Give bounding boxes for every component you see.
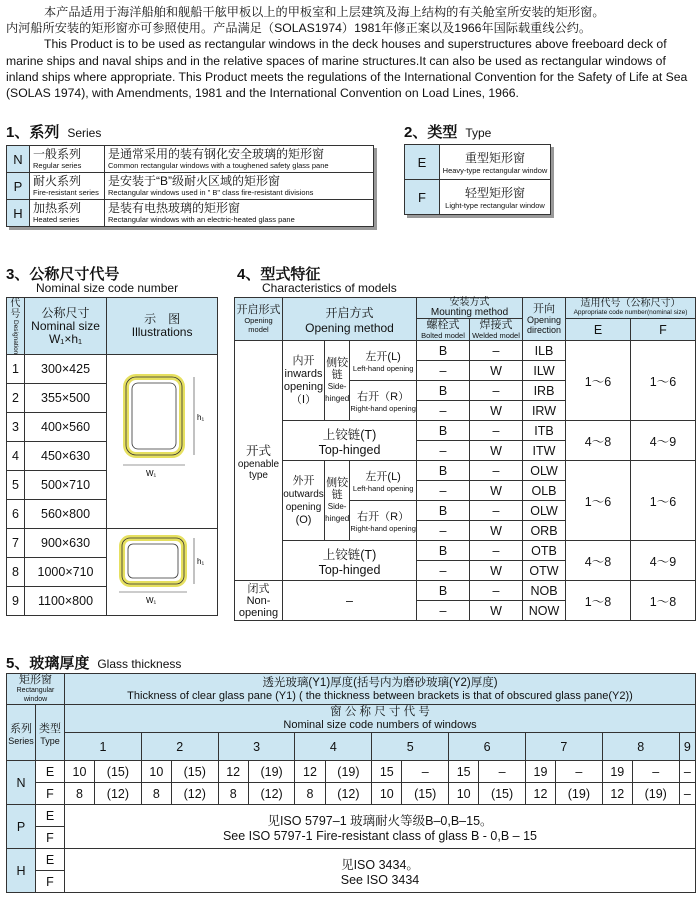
glass-cell: 19 — [602, 761, 632, 783]
glass-cell: (19) — [555, 783, 602, 805]
intro-zh-1: 本产品适用于海洋船舶和舰船干舷甲板以上的甲板室和上层建筑及海上结构的有关舱室所安装的矩形窗。 — [44, 5, 605, 19]
glass-cell: – — [679, 783, 695, 805]
glass-cell: – — [632, 761, 679, 783]
glass-cell: (15) — [95, 761, 142, 783]
series-row-h: H 加热系列 Heated series 是装有电热玻璃的矩形窗 Rectangular windows with an electric-heated glass pane — [7, 200, 374, 227]
glass-cell: 10 — [65, 761, 95, 783]
section-1-title: 1、系列 Series — [6, 124, 102, 141]
glass-cell: 10 — [372, 783, 402, 805]
size-code-9: 9 — [679, 733, 695, 761]
glass-cell: – — [402, 761, 449, 783]
glass-cell: 12 — [602, 783, 632, 805]
glass-cell: 12 — [295, 761, 325, 783]
glass-cell: (19) — [632, 783, 679, 805]
series-row-n: N 一般系列 Regular series 是通常采用的装有钢化安全玻璃的矩形窗 Common rectangular windows with a toughened safety glass pane — [7, 146, 374, 173]
size-code-5: 5 — [372, 733, 449, 761]
glass-cell: (15) — [171, 761, 218, 783]
section-3-subtitle: Nominal size code number — [36, 281, 179, 295]
glass-cell: 12 — [218, 761, 248, 783]
glass-cell: 8 — [218, 783, 248, 805]
landscape-w-label: W₁ — [146, 595, 157, 605]
intro-en: This Product is to be used as rectangular windows in the deck houses and superstructures above freeboard deck of marine ships and naval ships and in the relative spaces of marine structures.It can also be used as rectangular windows of inland ships where appropriate. This Product meets the regulations of the International Convention for the Safety of Life at Sea (SOLAS 1974), with Amendments, 1981 and the International Convention on Load Lines, 1966. — [6, 37, 688, 101]
type-table — [404, 144, 551, 215]
glass-cell: 15 — [449, 761, 479, 783]
size-code-4: 4 — [295, 733, 372, 761]
section-5-title: 5、玻璃厚度 Glass thickness — [6, 655, 182, 672]
intro-text — [6, 4, 696, 101]
glass-cell: 8 — [141, 783, 171, 805]
size-code-6: 6 — [449, 733, 526, 761]
section-4-subtitle: Characteristics of models — [262, 281, 397, 295]
glass-cell: (12) — [95, 783, 142, 805]
size-head-ill: 示 图 Illustrations — [107, 298, 218, 355]
size-code-7: 7 — [525, 733, 602, 761]
landscape-window-drawing — [112, 530, 212, 612]
series-table — [6, 145, 374, 227]
size-code-8: 8 — [602, 733, 679, 761]
series-row-p: P 耐火系列 Fire-resistant series 是安装于“B”级耐火区域的矩形窗 Rectangular windows used in " B" class fire-resistant divisions — [7, 173, 374, 200]
section-2-title: 2、类型 Type — [404, 124, 492, 141]
glass-cell: (19) — [248, 761, 295, 783]
glass-cell: (12) — [171, 783, 218, 805]
glass-cell: (12) — [325, 783, 372, 805]
glass-cell: 15 — [372, 761, 402, 783]
glass-cell: (19) — [325, 761, 372, 783]
section-4-title: 4、型式特征 — [237, 266, 321, 283]
glass-cell: 8 — [295, 783, 325, 805]
glass-cell: 19 — [525, 761, 555, 783]
models-table: 开启形式 Opening model 开启方式 Opening method 安装方式 Mounting method 开向 Opening direction 适用代号（公称尺寸） Appropriate code number(nominal size) 螺栓式 Bolted model 焊接式 Welded model E F 开式 openable type 内开 inwards opening （Ⅰ） 侧铰链 Side-hinged 左开(L) Left-hand opening B – ILB 1～6 1～6 – W ILW 右开（R） Right-hand opening B – IRB – W IRW 上铰链(T) Top-hinged B – ITB 4～8 4～9 – W ITW 外开 outwards opening (O) 侧铰链 Side-hinged 左开(L) Left-hand opening B – OLW 1～6 1～6 – W OLB 右开（R） Right-hand opening B – OLW – W ORB 上铰链(T) Top-hinged B – OTB 4～8 4～9 – W OTW 闭式 Non-opening – B – NOB 1～8 1～8 – W NOW — [234, 297, 696, 621]
glass-cell: (15) — [479, 783, 526, 805]
glass-cell: – — [679, 761, 695, 783]
intro-zh-2: 内河船所安装的矩形窗亦可参照使用。产品满足（SOLAS1974）1981年修正案以及1966年国际载重线公约。 — [6, 21, 592, 36]
landscape-h-label: h₁ — [197, 556, 205, 566]
illustration-portrait — [107, 355, 218, 529]
illustration-landscape — [107, 529, 218, 616]
glass-cell: 10 — [449, 783, 479, 805]
type-row-e: E 重型矩形窗 Heavy-type rectangular window — [405, 145, 551, 180]
glass-cell: – — [479, 761, 526, 783]
type-row-f: F 轻型矩形窗 Light-type rectangular window — [405, 180, 551, 215]
size-table: 代号 Designation 公称尺寸 Nominal size W₁×h₁ 示 图 Illustrations 1 300×425 W₁ h₁ 2 355×500 3 400×560 4 450×630 5 500×710 6 560×800 7 900×630 W₁ h₁ 8 1000×710 9 1100×800 — [6, 297, 218, 616]
glass-cell: (15) — [402, 783, 449, 805]
size-code-1: 1 — [65, 733, 142, 761]
glass-cell: 10 — [141, 761, 171, 783]
portrait-w-label: W₁ — [146, 469, 157, 479]
size-code-2: 2 — [141, 733, 218, 761]
size-head-size: 公称尺寸 Nominal size W₁×h₁ — [24, 298, 106, 355]
glass-cell: – — [555, 761, 602, 783]
portrait-h-label: h₁ — [197, 413, 205, 423]
glass-cell: 12 — [525, 783, 555, 805]
glass-cell: (12) — [248, 783, 295, 805]
size-head-code: 代号 Designation — [7, 298, 25, 355]
section-3-title: 3、公称尺寸代号 — [6, 266, 120, 283]
glass-table: 矩形窗 Rectangular window 透光玻璃(Y1)厚度(括号内为磨砂玻璃(Y2)厚度) Thickness of clear glass pane (Y1) ( the thickness between brackets is that of obscured glass pane(Y2)) 系列 Series 类型 Type 窗 公 称 尺 寸 代 号 Nominal size code numbers of windows 1 2 3 4 5 6 7 8 9 N E 10 (15) 10 (15) 12 (19) 12 (19) 15 – 15 – 19 – 19 – – F 8 (12) 8 (12) 8 (12) 8 (12) 10 (15) 10 (15) 12 (19) 12 (19) – P E 见ISO 5797–1 玻璃耐火等级B–0,B–15。 See ISO 5797-1 Fire-resistant class of glass B - 0,B – 15 F H E 见ISO 3434。 See ISO 3434 F — [6, 673, 696, 893]
portrait-window-drawing — [112, 355, 212, 525]
size-code-3: 3 — [218, 733, 295, 761]
glass-cell: 8 — [65, 783, 95, 805]
